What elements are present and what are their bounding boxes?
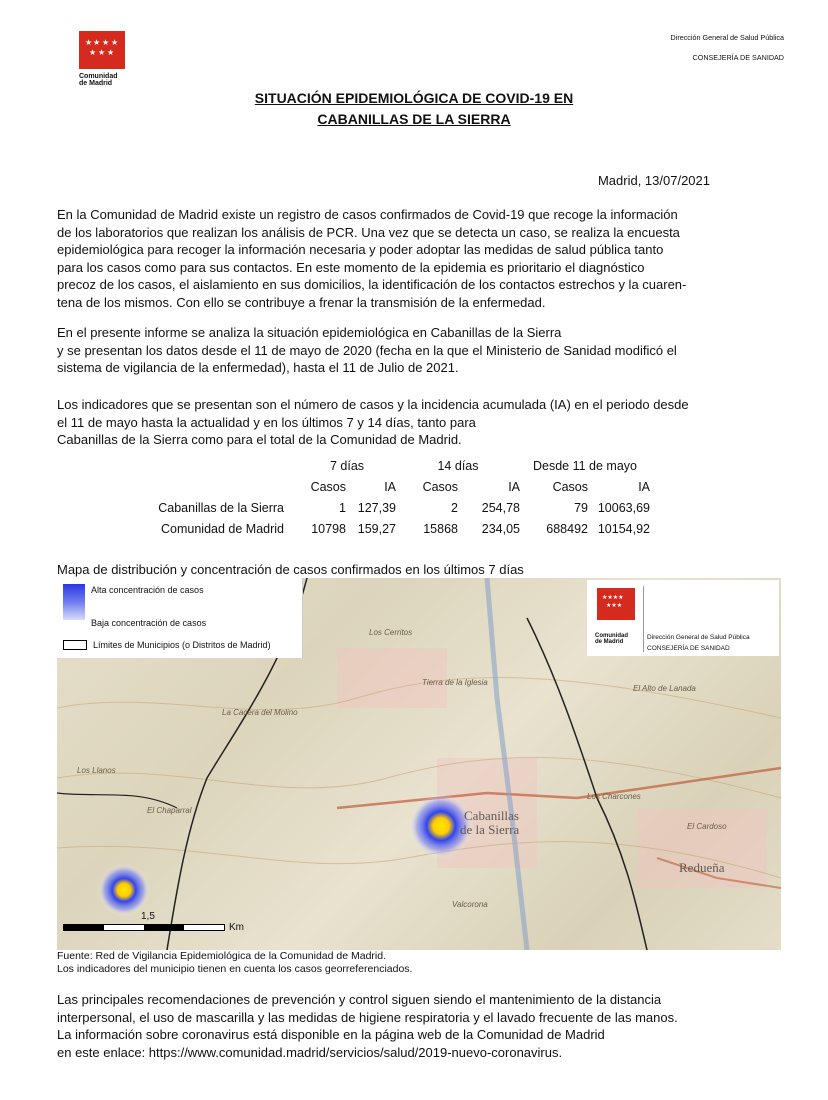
p1-line: precoz de los casos, el aislamiento en sus domicilios, la identificación de los contactos estrechos y la cuaren- — [57, 277, 687, 292]
col-header: Casos — [422, 479, 458, 494]
org-line2: CONSEJERÍA DE SANIDAD — [692, 53, 784, 62]
map-place-label: El Alto de Lanada — [633, 684, 696, 693]
cases-map — [57, 578, 781, 950]
legend-high-label: Alta concentración de casos — [91, 585, 204, 595]
group-7-dias: 7 días — [329, 458, 365, 473]
table-group-header — [140, 455, 650, 476]
row-name: Cabanillas de la Sierra — [158, 500, 284, 515]
col-header: Casos — [552, 479, 588, 494]
org-line1: Dirección General de Salud Pública — [670, 33, 784, 42]
p1-line: para los casos como para sus contactos. En este momento de la epidemia es prioritario el diagnóstico — [57, 259, 645, 275]
cell: 10154,92 — [597, 521, 650, 536]
col-header: IA — [384, 479, 396, 494]
table-subheader — [140, 476, 650, 497]
cell: 2 — [451, 500, 458, 515]
cell: 79 — [574, 500, 588, 515]
legend-low — [63, 618, 206, 628]
p4-line: Las principales recomendaciones de prevención y control siguen siendo el mantenimiento de la distancia — [57, 992, 662, 1007]
map-place-label: Los Cerritos — [369, 628, 413, 637]
cell: 10798 — [311, 521, 346, 536]
map-place-label: Los Llanos — [77, 766, 116, 775]
table-row — [140, 497, 650, 518]
logo-divider — [643, 586, 644, 652]
map-town-label: Cabanillas — [464, 808, 519, 823]
map-logo-text-line1: Comunidad — [595, 633, 628, 639]
map-scale — [63, 911, 244, 933]
map-town-label: Redueña — [679, 860, 725, 875]
title-line2: CABANILLAS DE LA SIERRA — [317, 111, 511, 127]
p2-line: En el presente informe se analiza la situación epidemiológica en Cabanillas de la Sierra — [57, 325, 562, 340]
map-logo-text-line2: de Madrid — [595, 639, 624, 645]
report-date: Madrid, 13/07/2021 — [597, 173, 710, 188]
recommendations-paragraph — [57, 991, 792, 1061]
title-line1: SITUACIÓN EPIDEMIOLÓGICA DE COVID-19 EN — [254, 90, 574, 106]
p1-line: En la Comunidad de Madrid existe un registro de casos confirmados de Covid-19 que recoge la información — [57, 207, 678, 222]
legend-low-label: Baja concentración de casos — [91, 618, 207, 628]
col-header: IA — [638, 479, 650, 494]
logo-text-line2: de Madrid — [79, 80, 113, 87]
source-line2: Los indicadores del municipio tienen en cuenta los casos georreferenciados. — [57, 963, 413, 975]
boundary-line-icon — [63, 640, 87, 650]
row-name: Comunidad de Madrid — [161, 521, 284, 536]
map-source — [57, 950, 412, 976]
cell: 15868 — [423, 521, 458, 536]
org-header — [671, 28, 784, 68]
legend-high — [63, 584, 204, 620]
scale-unit: Km — [229, 922, 244, 933]
p4-line: en este enlace: https://www.comunidad.madrid/servicios/salud/2019-nuevo-coronavirus. — [57, 1044, 563, 1060]
p1-line: de los laboratorios que realizan los análisis de PCR. Una vez que se detecta un caso, se realiza la encuesta — [57, 224, 680, 240]
p3-line: Cabanillas de la Sierra como para el total de la Comunidad de Madrid. — [57, 432, 462, 447]
scale-value: 1,5 — [141, 911, 155, 922]
col-header: Casos — [310, 479, 346, 494]
scale-bar — [63, 924, 225, 931]
map-place-label: El Chaparral — [147, 806, 192, 815]
flag-stars-icon: ★ ★ ★ ★ ★ ★ ★ — [79, 31, 125, 69]
map-legend — [57, 578, 303, 658]
map-logo-box — [587, 580, 779, 656]
cell: 234,05 — [481, 521, 520, 536]
legend-limits — [63, 640, 271, 650]
p1-line: tena de los mismos. Con ello se contribuye a frenar la transmisión de la enfermedad. — [57, 294, 546, 310]
cell: 10063,69 — [597, 500, 650, 515]
map-place-label: Valcorona — [452, 900, 488, 909]
comunidad-madrid-logo — [79, 31, 125, 87]
p3-line: el 11 de mayo hasta la actualidad y en los últimos 7 y 14 días, tanto para — [57, 414, 476, 430]
cell: 159,27 — [357, 521, 396, 536]
map-place-label: El Cardoso — [687, 822, 727, 831]
logo-text-line1: Comunidad — [79, 73, 118, 80]
p3-line: Los indicadores que se presentan son el número de casos y la incidencia acumulada (IA) en el periodo desde — [57, 397, 689, 412]
p4-line: interpersonal, el uso de mascarilla y las medidas de higiene respiratoria y el lavado frecuente de las manos. — [57, 1009, 678, 1025]
density-gradient-icon — [63, 584, 85, 620]
indicators-paragraph — [57, 396, 792, 449]
cell: 1 — [339, 500, 346, 515]
map-org-line1: Dirección General de Salud Pública — [647, 634, 750, 641]
map-town-label: de la Sierra — [460, 822, 520, 837]
legend-limits-label: Límites de Municipios (o Distritos de Madrid) — [93, 640, 271, 650]
group-14-dias: 14 días — [437, 458, 479, 473]
map-org-line2: CONSEJERÍA DE SANIDAD — [647, 645, 730, 652]
cell: 127,39 — [357, 500, 396, 515]
p2-line: y se presentan los datos desde el 11 de mayo de 2020 (fecha en la que el Ministerio de Sanidad modificó el — [57, 342, 677, 358]
table-row — [140, 518, 650, 539]
scope-paragraph — [57, 324, 792, 377]
p1-line: epidemiológica para recoger la información necesaria y poder adoptar las medidas de salud pública tanto — [57, 242, 664, 257]
map-place-label: Tierra de la Iglesia — [422, 678, 488, 687]
intro-paragraph — [57, 206, 792, 311]
source-line1: Fuente: Red de Vigilancia Epidemiológica de la Comunidad de Madrid. — [57, 950, 387, 962]
group-desde-mayo: Desde 11 de mayo — [533, 458, 637, 473]
p2-line: sistema de vigilancia de la enfermedad), hasta el 11 de Julio de 2021. — [57, 360, 459, 375]
col-header: IA — [508, 479, 520, 494]
map-caption: Mapa de distribución y concentración de casos confirmados en los últimos 7 días — [57, 562, 524, 577]
cell: 254,78 — [481, 500, 520, 515]
map-place-label: Los Charcones — [587, 792, 641, 801]
cell: 688492 — [546, 521, 588, 536]
p4-line: La información sobre coronavirus está disponible en la página web de la Comunidad de Madrid — [57, 1027, 605, 1042]
flag-stars-icon: ★★★★ ★★★ — [597, 588, 635, 620]
map-place-label: La Cacera del Molino — [222, 708, 298, 717]
indicators-table — [140, 455, 650, 539]
